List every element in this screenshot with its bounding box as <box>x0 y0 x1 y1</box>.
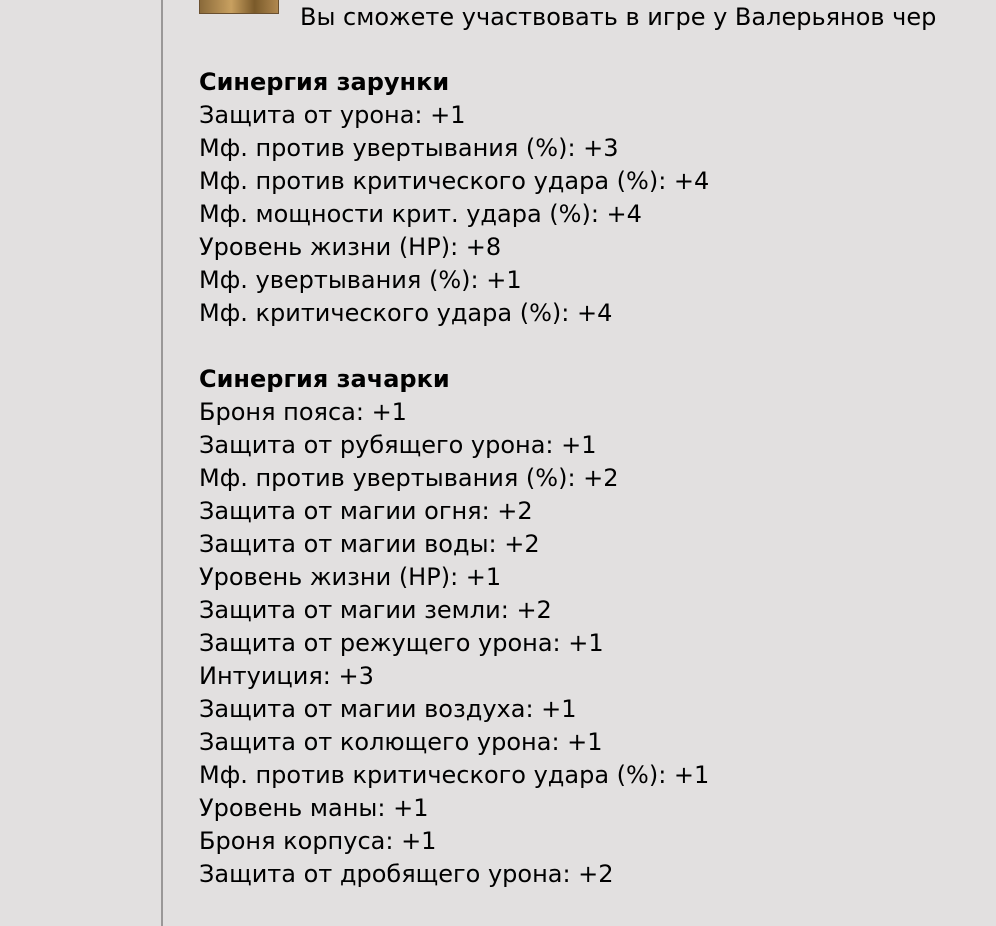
section-title: Синергия зарунки <box>199 68 450 96</box>
synergy-content <box>199 66 989 924</box>
stat-line: Интуиция: +3 <box>199 662 374 690</box>
synergy-section-runes <box>199 66 989 330</box>
stat-line: Мф. против увертывания (%): +2 <box>199 464 619 492</box>
stat-line: Броня пояса: +1 <box>199 398 407 426</box>
stat-line: Уровень жизни (HP): +1 <box>199 563 502 591</box>
stat-line: Мф. против критического удара (%): +1 <box>199 761 710 789</box>
synergy-section-enchant <box>199 363 989 891</box>
stat-line: Защита от урона: +1 <box>199 101 466 129</box>
item-image <box>199 0 279 14</box>
left-gutter <box>0 0 161 926</box>
stat-line: Уровень жизни (HP): +8 <box>199 233 502 261</box>
section-title: Синергия зачарки <box>199 365 450 393</box>
stat-line: Защита от магии воздуха: +1 <box>199 695 577 723</box>
stat-line: Броня корпуса: +1 <box>199 827 437 855</box>
stat-line: Защита от режущего урона: +1 <box>199 629 604 657</box>
stat-line: Мф. против увертывания (%): +3 <box>199 134 619 162</box>
stat-line: Мф. против критического удара (%): +4 <box>199 167 710 195</box>
vertical-divider <box>161 0 163 926</box>
stat-line: Защита от магии воды: +2 <box>199 530 540 558</box>
stat-line: Мф. критического удара (%): +4 <box>199 299 613 327</box>
stat-line: Защита от магии земли: +2 <box>199 596 552 624</box>
stat-line: Защита от дробящего урона: +2 <box>199 860 614 888</box>
stat-line: Защита от магии огня: +2 <box>199 497 533 525</box>
stat-line: Защита от колющего урона: +1 <box>199 728 603 756</box>
stat-line: Мф. увертывания (%): +1 <box>199 266 522 294</box>
stat-line: Мф. мощности крит. удара (%): +4 <box>199 200 642 228</box>
stat-line: Уровень маны: +1 <box>199 794 429 822</box>
notice-text: Вы сможете участвовать в игре у Валерьянов чер <box>300 3 937 31</box>
stat-line: Защита от рубящего урона: +1 <box>199 431 597 459</box>
